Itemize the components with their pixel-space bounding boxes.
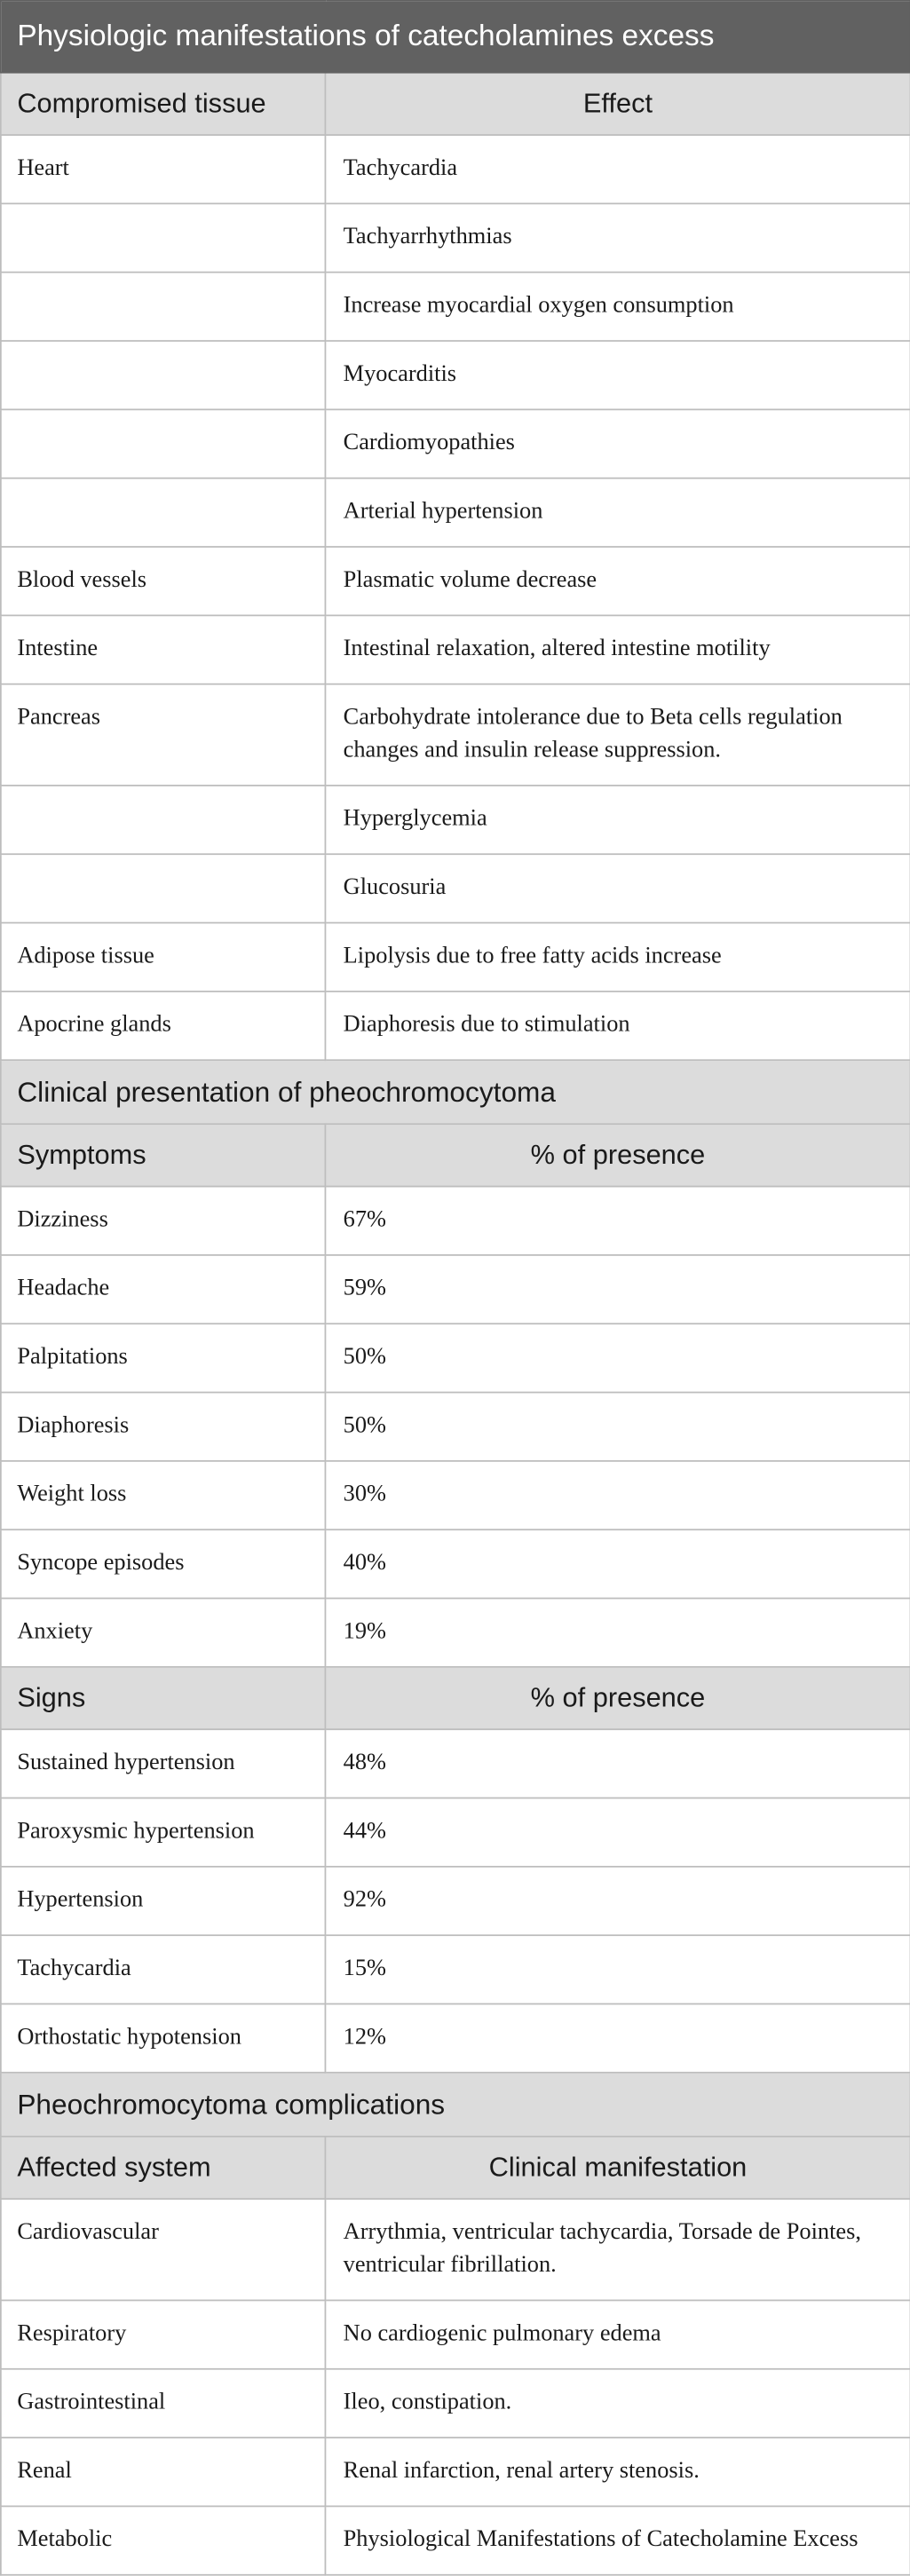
row-label-cell: Blood vessels [1, 547, 326, 615]
row-value-cell: Arterial hypertension [325, 478, 910, 547]
row-value-cell: 40% [325, 1529, 910, 1598]
column-header: Clinical manifestation [325, 2137, 910, 2199]
row-value-cell: 48% [325, 1729, 910, 1798]
column-header: Symptoms [1, 1124, 326, 1186]
row-label-cell: Respiratory [1, 2300, 326, 2368]
row-label-cell [1, 478, 326, 547]
header-row [1, 1124, 910, 1186]
table-row [1, 923, 910, 992]
section-title: Pheochromocytoma complications [1, 2073, 910, 2137]
row-value-cell: Diaphoresis due to stimulation [325, 992, 910, 1060]
section-title: Clinical presentation of pheochromocytoma [1, 1060, 910, 1124]
row-value-cell: 30% [325, 1461, 910, 1529]
symptoms-body [1, 1187, 910, 1667]
row-value-cell: Tachycardia [325, 135, 910, 203]
table-row [1, 2199, 910, 2300]
table-row [1, 1255, 910, 1324]
section-row [1, 1060, 910, 1124]
row-value-cell: No cardiogenic pulmonary edema [325, 2300, 910, 2368]
row-label-cell: Diaphoresis [1, 1393, 326, 1461]
row-label-cell: Weight loss [1, 1461, 326, 1529]
row-value-cell: 50% [325, 1324, 910, 1392]
row-value-cell: Tachyarrhythmias [325, 203, 910, 272]
column-header: % of presence [325, 1667, 910, 1729]
table-row [1, 2369, 910, 2438]
row-label-cell: Metabolic [1, 2506, 326, 2574]
row-label-cell: Anxiety [1, 1599, 326, 1667]
column-header: Compromised tissue [1, 73, 326, 135]
row-value-cell: 19% [325, 1599, 910, 1667]
title-row [1, 1, 910, 73]
table-row [1, 992, 910, 1060]
row-value-cell: Increase myocardial oxygen consumption [325, 273, 910, 341]
row-label-cell: Heart [1, 135, 326, 203]
row-label-cell: Apocrine glands [1, 992, 326, 1060]
table-row [1, 854, 910, 922]
table-row [1, 1529, 910, 1598]
row-label-cell: Cardiovascular [1, 2199, 326, 2300]
table-row [1, 1187, 910, 1255]
signs-body [1, 1729, 910, 2073]
row-label-cell [1, 409, 326, 478]
row-value-cell: Glucosuria [325, 854, 910, 922]
row-value-cell: 15% [325, 1935, 910, 2003]
table-row [1, 478, 910, 547]
row-label-cell: Adipose tissue [1, 923, 326, 992]
header-row [1, 1667, 910, 1729]
row-label-cell: Gastrointestinal [1, 2369, 326, 2438]
table-row [1, 547, 910, 615]
row-value-cell: 50% [325, 1393, 910, 1461]
table-row [1, 2438, 910, 2506]
row-label-cell: Hypertension [1, 1867, 326, 1935]
table-row [1, 786, 910, 854]
column-header: Effect [325, 73, 910, 135]
row-value-cell: 59% [325, 1255, 910, 1324]
row-label-cell [1, 273, 326, 341]
table-row [1, 2004, 910, 2073]
row-value-cell: Cardiomyopathies [325, 409, 910, 478]
table-row [1, 409, 910, 478]
row-label-cell [1, 854, 326, 922]
row-label-cell: Headache [1, 1255, 326, 1324]
row-value-cell: Ileo, constipation. [325, 2369, 910, 2438]
row-label-cell: Orthostatic hypotension [1, 2004, 326, 2073]
row-label-cell: Tachycardia [1, 1935, 326, 2003]
row-value-cell: Lipolysis due to free fatty acids increase [325, 923, 910, 992]
row-label-cell: Pancreas [1, 684, 326, 786]
row-value-cell: Intestinal relaxation, altered intestine motility [325, 615, 910, 684]
table-row [1, 615, 910, 684]
column-header: Affected system [1, 2137, 326, 2199]
table-row [1, 2506, 910, 2574]
row-label-cell: Intestine [1, 615, 326, 684]
table-row [1, 1461, 910, 1529]
table-row [1, 1599, 910, 1667]
row-value-cell: 44% [325, 1798, 910, 1867]
row-value-cell: Hyperglycemia [325, 786, 910, 854]
table-row [1, 203, 910, 272]
row-value-cell: Myocarditis [325, 341, 910, 409]
row-label-cell: Syncope episodes [1, 1529, 326, 1598]
complications-body [1, 2199, 910, 2575]
table-row [1, 2300, 910, 2368]
row-value-cell: Carbohydrate intolerance due to Beta cells regulation changes and insulin release suppression. [325, 684, 910, 786]
table-row [1, 1729, 910, 1798]
row-label-cell: Palpitations [1, 1324, 326, 1392]
row-value-cell: 67% [325, 1187, 910, 1255]
header-row [1, 2137, 910, 2199]
table-row [1, 1798, 910, 1867]
row-value-cell: Arrythmia, ventricular tachycardia, Torsade de Pointes, ventricular fibrillation. [325, 2199, 910, 2300]
row-label-cell [1, 786, 326, 854]
table-row [1, 1867, 910, 1935]
row-label-cell [1, 203, 326, 272]
table-row [1, 1935, 910, 2003]
table-row [1, 1324, 910, 1392]
section-row [1, 2073, 910, 2137]
row-label-cell [1, 341, 326, 409]
row-label-cell: Dizziness [1, 1187, 326, 1255]
table1-body [1, 135, 910, 1060]
row-value-cell: 92% [325, 1867, 910, 1935]
row-label-cell: Paroxysmic hypertension [1, 1798, 326, 1867]
row-label-cell: Sustained hypertension [1, 1729, 326, 1798]
table-row [1, 273, 910, 341]
table-row [1, 135, 910, 203]
row-value-cell: 12% [325, 2004, 910, 2073]
column-header: Signs [1, 1667, 326, 1729]
row-label-cell: Renal [1, 2438, 326, 2506]
row-value-cell: Renal infarction, renal artery stenosis. [325, 2438, 910, 2506]
header-row [1, 73, 910, 135]
table-row [1, 1393, 910, 1461]
table-row [1, 341, 910, 409]
row-value-cell: Physiological Manifestations of Catecholamine Excess [325, 2506, 910, 2574]
table-row [1, 684, 910, 786]
row-value-cell: Plasmatic volume decrease [325, 547, 910, 615]
column-header: % of presence [325, 1124, 910, 1186]
table-title: Physiologic manifestations of catecholamines excess [1, 1, 910, 73]
